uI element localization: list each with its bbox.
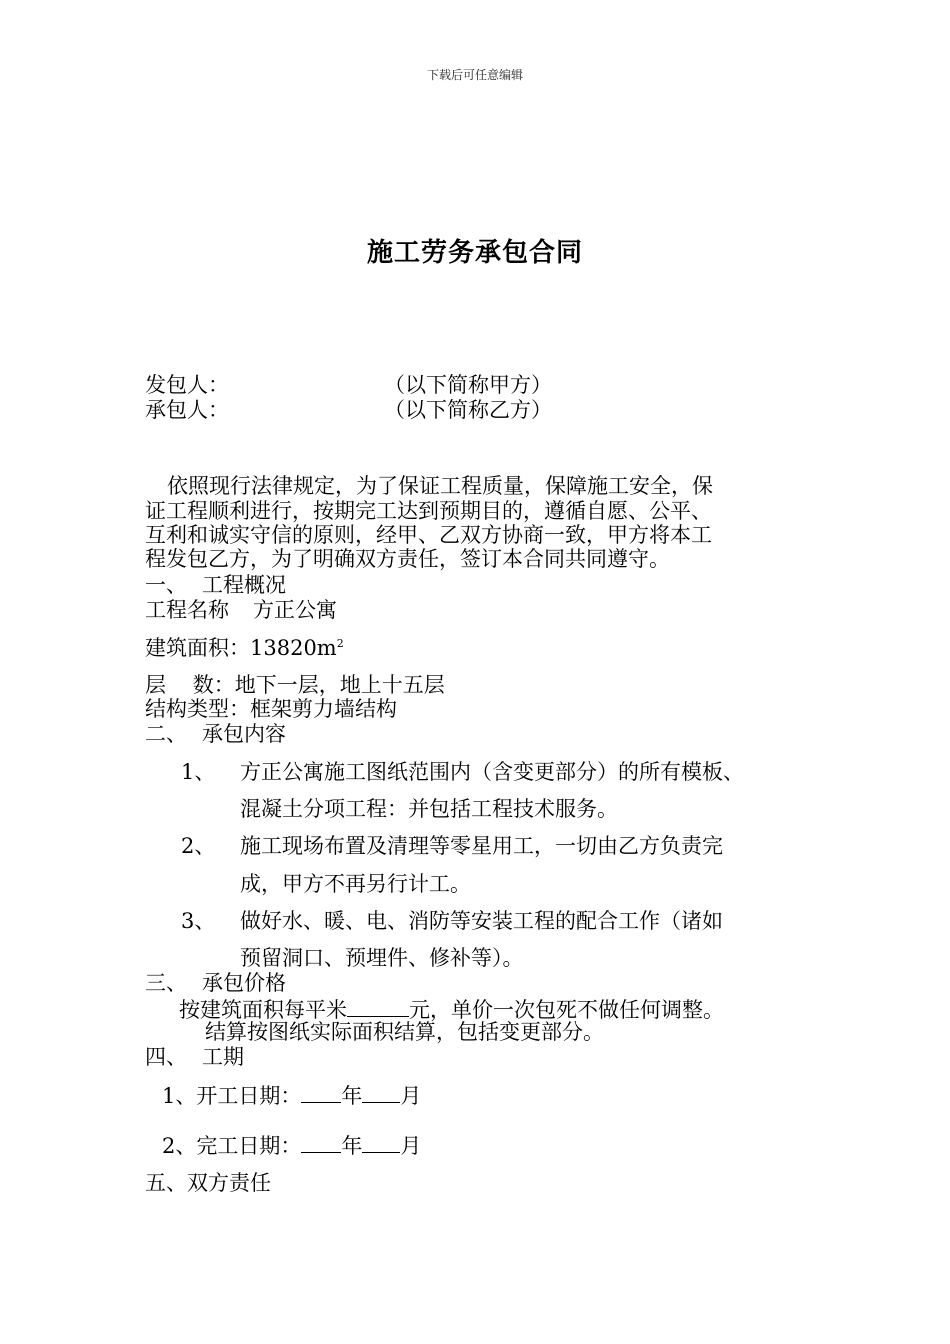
employer-label: 发包人： [145,373,229,397]
document-title: 施工劳务承包合同 [366,238,583,268]
section4-number: 四、 [145,1045,187,1069]
start-year-blank[interactable] [301,1082,341,1103]
section2-number: 二、 [145,722,187,746]
header-note: 下载后可任意编辑 [426,68,523,82]
section4-heading: 工期 [202,1045,244,1069]
month-label: 月 [400,1084,422,1108]
end-year-blank[interactable] [301,1132,341,1153]
contractor-note: （以下简称乙方） [384,398,552,422]
section2-heading: 承包内容 [202,722,286,746]
scope-item-number: 3、 [181,909,216,933]
scope-item-number: 2、 [181,834,216,858]
end-date [162,1132,421,1159]
contractor-label: 承包人： [145,398,229,422]
building-area-label: 建筑面积： [145,636,250,660]
scope-item-line: 施工现场布置及清理等零星用工，一切由乙方负责完 [240,834,723,858]
preamble-line: 程发包乙方，为了明确双方责任，签订本合同共同遵守。 [145,547,670,571]
end-date-label: 2、完工日期： [162,1134,302,1158]
price-line [179,996,724,1023]
year-label: 年 [341,1084,363,1108]
scope-item-line: 成，甲方不再另行计工。 [240,872,471,896]
building-area-value: 13820m [250,636,337,660]
scope-item-line: 方正公寓施工图纸范围内（含变更部分）的所有模板、 [240,760,744,784]
floors [145,673,445,698]
structure-type-label: 结构类型： [145,697,250,721]
section1-heading: 工程概况 [202,573,286,597]
project-name-value: 方正公寓 [253,598,337,622]
preamble-line: 互利和诚实守信的原则，经甲、乙双方协商一致，甲方将本工 [145,523,712,547]
month-label: 月 [400,1134,422,1158]
project-name-label: 工程名称 [145,598,229,622]
structure-type-value: 框架剪力墙结构 [250,697,397,721]
section5-heading: 五、双方责任 [145,1171,271,1195]
year-label: 年 [341,1134,363,1158]
employer-note: （以下简称甲方） [384,373,552,397]
start-date-label: 1、开工日期： [162,1084,302,1108]
start-date [162,1082,421,1109]
section3-number: 三、 [145,971,187,995]
scope-item-line: 混凝土分项工程：并包括工程技术服务。 [240,797,618,821]
building-area [145,636,344,661]
settlement-line: 结算按图纸实际面积结算，包括变更部分。 [205,1020,604,1044]
price-blank[interactable] [347,996,409,1017]
structure-type [145,697,397,722]
price-text-b: 元，单价一次包死不做任何调整。 [409,998,724,1022]
preamble-line: 依照现行法律规定，为了保证工程质量，保障施工安全，保 [167,474,713,498]
section3-heading: 承包价格 [202,971,286,995]
preamble-line: 证工程顺利进行，按期完工达到预期目的，遵循自愿、公平、 [145,499,712,523]
floors-label: 层 数： [145,673,235,697]
price-text-a: 按建筑面积每平米 [179,998,347,1022]
scope-item-line: 做好水、暖、电、消防等安装工程的配合工作（诸如 [240,909,723,933]
scope-item-number: 1、 [181,760,216,784]
floors-value: 地下一层，地上十五层 [234,673,445,697]
section1-number: 一、 [145,573,187,597]
scope-item-line: 预留洞口、预埋件、修补等）。 [240,946,524,970]
start-month-blank[interactable] [362,1082,400,1103]
area-unit-superscript: 2 [336,637,344,650]
end-month-blank[interactable] [362,1132,400,1153]
